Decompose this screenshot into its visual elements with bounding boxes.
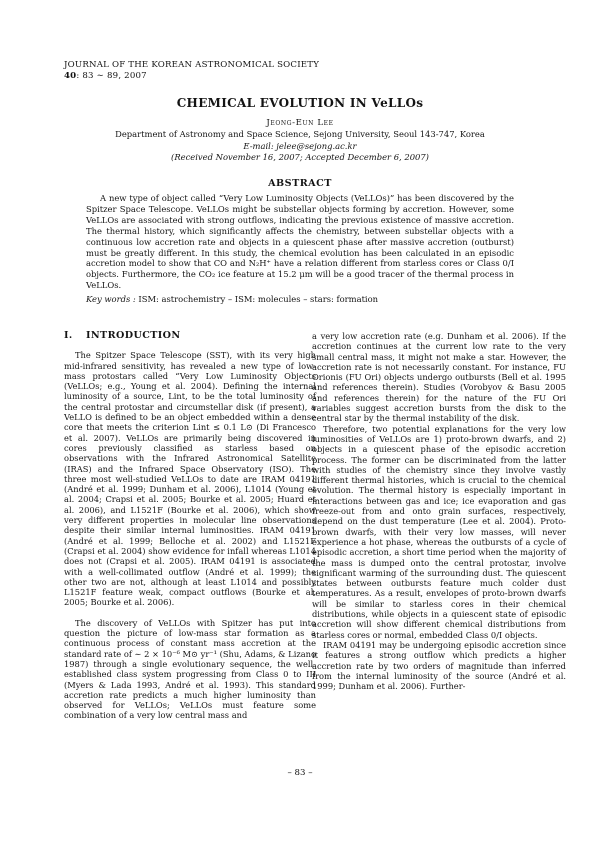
journal-pages-year: : 83 ∼ 89, 2007 — [76, 71, 147, 81]
author-name: Jeong-Eun Lee — [266, 118, 334, 128]
abstract-text: A new type of object called “Very Low Luminosity Objects (VeLLOs)” has been discovered by the Spitzer Space Telescope. VeLLOs might be substellar objects forming by accretion. However, some VeLLOs are associated with strong outflows, indicating the previous existence of massive accretion. The thermal history, which significantly affects the chemistry, between substellar objects with a continuous low accretion rate and objects in a quiescent phase after massive accretion (outburst) must be greatly different. In this study, the chemical evolution has been calculated in an episodic accretion model to show that CO and N₂H⁺ have a relation different from starless cores or Class 0/I objects. Furthermore, the CO₂ ice feature at 15.2 μm will be a good tracer of the thermal process in VeLLOs. — [86, 193, 514, 291]
page-number: – 83 – — [287, 768, 313, 778]
section-number: I. — [64, 330, 73, 341]
journal-name: JOURNAL OF THE KOREAN ASTRONOMICAL SOCIETY — [64, 60, 320, 70]
author-email: E-mail: jelee@sejong.ac.kr — [243, 140, 357, 151]
author-block — [0, 118, 600, 164]
keywords-text: ISM: astrochemistry – ISM: molecules – stars: formation — [135, 294, 379, 304]
intro-paragraph-2: The discovery of VeLLOs with Spitzer has put into question the picture of low-mass star formation as a continuous process of constant mass accretion at the standard rate of ∼ 2 × 10⁻⁶ M⊙ yr⁻¹ (Shu, Adams, & Lizano 1987) through a single evolutionary sequence, the well-established class system progressing from Class 0 to III (Myers & Lada 1993, André et al. 1993). This standard accretion rate predicts a much higher luminosity than observed for VeLLOs; VeLLOs must feature some combination of a very low central mass and — [64, 617, 317, 721]
intro-paragraph-2-cont: a very low accretion rate (e.g. Dunham et al. 2006). If the accretion continues at the current low rate to the very small central mass, it might not make a star. However, the accretion rate is not necessarily constant. For instance, FU Orionis (FU Ori) objects undergo outbursts (Bell et al. 1995 and references therein). Studies (Vorobyov & Basu 2005 and references therein) for the nature of the FU Ori variables suggest accretion bursts from the disk to the central star by the thermal instability of the disk. — [312, 331, 566, 424]
right-column — [312, 331, 566, 691]
paper-title: CHEMICAL EVOLUTION IN VeLLOs — [176, 96, 424, 110]
intro-paragraph-1: The Spitzer Space Telescope (SST), with its very high mid-infrared sensitivity, has revealed a new type of low-mass protostars called “Very Low Luminosity Objects (VeLLOs; e.g., Young et al. 2004). Defining the internal luminosity of a source, Lint, to be the total luminosity of the central protostar and circumstellar disk (if present), a VeLLO is defined to be an object embedded within a dense core that meets the criterion Lint ≤ 0.1 L⊙ (Di Francesco et al. 2007). VeLLOs are primarily being discovered in cores previously classified as starless based on observations with the Infrared Astronomical Satellite (IRAS) and the Infrared Space Observatory (ISO). The three most well-studied VeLLOs to date are IRAM 04191 (André et al. 1999; Dunham et al. 2006), L1014 (Young et al. 2004; Crapsi et al. 2005; Bourke et al. 2005; Huard et al. 2006), and L1521F (Bourke et al. 2006), which show very different properties in molecular line observations despite their similar internal luminosities. IRAM 04191 (André et al. 1999; Belloche et al. 2002) and L1521F (Crapsi et al. 2004) show evidence for infall whereas L1014 does not (Crapsi et al. 2005). IRAM 04191 is associated with a well-collimated outflow (André et al. 1999); the other two are not, although at least L1014 and possibly L1521F feature weak, compact outflows (Bourke et al. 2005; Bourke et al. 2006). — [64, 350, 316, 608]
keywords-label: Key words : — [86, 294, 136, 304]
section-heading — [64, 331, 316, 341]
journal-header — [64, 60, 319, 82]
received-accepted-dates: (Received November 16, 2007; Accepted December 6, 2007) — [171, 152, 429, 163]
abstract-heading: ABSTRACT — [268, 178, 332, 189]
intro-paragraph-3: Therefore, two potential explanations for the very low luminosities of VeLLOs are 1) proto-brown dwarfs, and 2) objects in a quiescent phase of the episodic accretion process. The former can be discriminated from the latter with studies of the chemistry since they involve vastly different thermal histories, which is crucial to the chemical evolution. The thermal history is especially important in interactions between gas and ice; ice evaporation and gas freeze-out from and onto grain surfaces, respectively, depend on the dust temperature (Lee et al. 2004). Proto-brown dwarfs, with their very low masses, will never experience a hot phase, whereas the outbursts of a cycle of episodic accretion, a short time period when the majority of the mass is dumped onto the central protostar, involve significant warming of the surrounding dust. The quiescent states between outbursts feature much colder dust temperatures. As a result, envelopes of proto-brown dwarfs will be similar to starless cores in their chemical distributions, while objects in a quiescent state of episodic accretion will show different chemical distributions from starless cores or normal, embedded Class 0/I objects. — [312, 423, 566, 640]
section-title: INTRODUCTION — [86, 330, 181, 341]
journal-volume-line — [64, 71, 319, 82]
author-affiliation: Department of Astronomy and Space Science, Sejong University, Seoul 143-747, Korea — [115, 129, 485, 140]
journal-volume: 40 — [64, 71, 77, 81]
keywords — [86, 294, 514, 305]
intro-paragraph-4: IRAM 04191 may be undergoing episodic accretion since it features a strong outflow which predicts a higher accretion rate by two orders of magnitude than inferred from the internal luminosity of the source (André et al. 1999; Dunham et al. 2006). Further- — [312, 639, 566, 692]
left-column — [64, 331, 316, 721]
